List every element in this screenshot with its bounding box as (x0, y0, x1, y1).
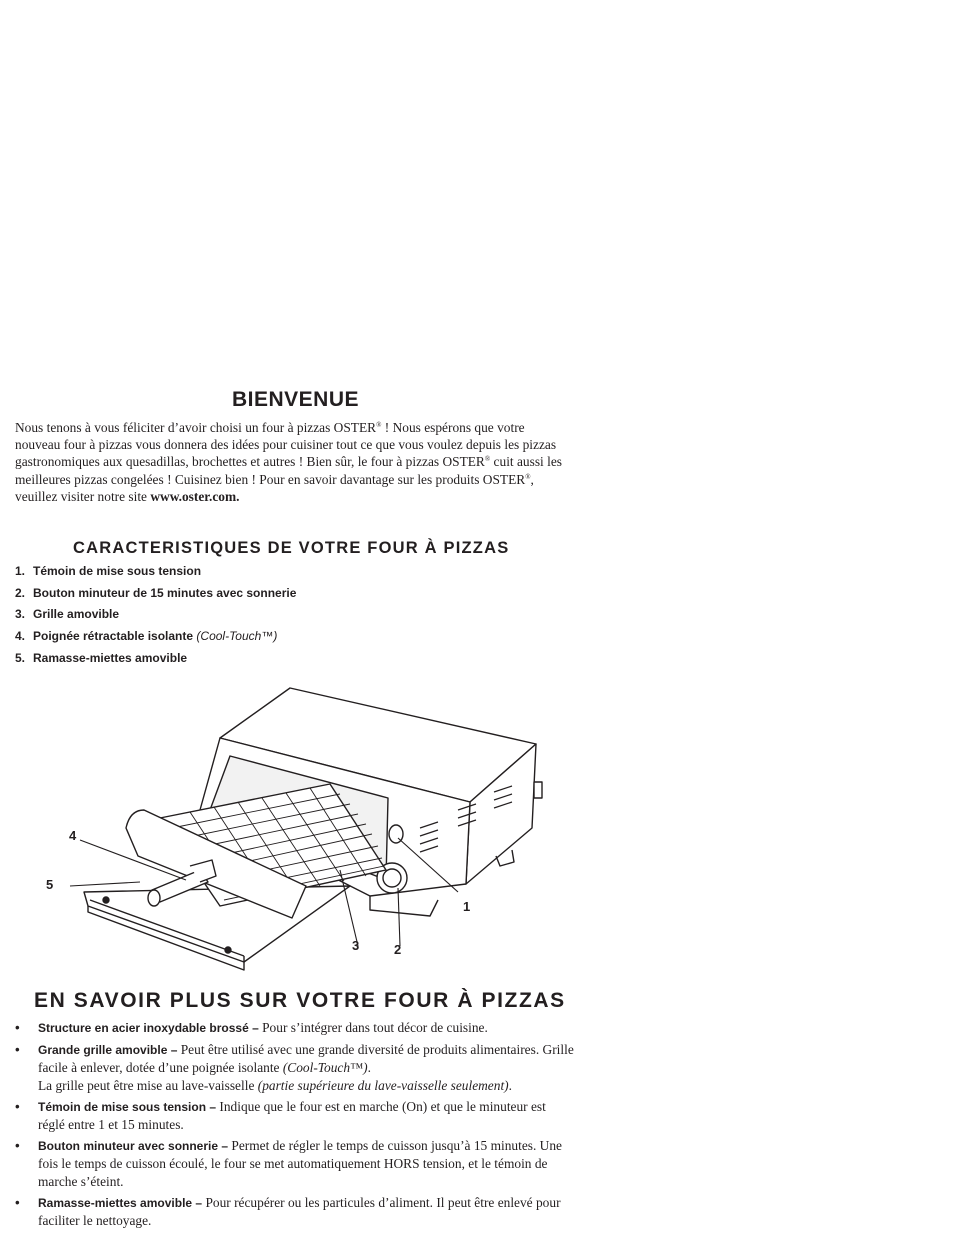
item-term: Structure en acier inoxydable brossé – (38, 1021, 259, 1035)
item-subline (38, 1077, 575, 1094)
more-info-item (15, 1041, 575, 1094)
feature-label: Bouton minuteur de 15 minutes avec sonnerie (33, 585, 297, 600)
feature-label: Ramasse-miettes amovible (33, 650, 188, 665)
item-term: Ramasse-miettes amovible – (38, 1195, 203, 1210)
more-info-title: EN SAVOIR PLUS SUR VOTRE FOUR À PIZZAS (34, 989, 566, 1012)
feature-label: Poignée rétractable isolante (33, 629, 194, 644)
pizza-oven-diagram (40, 660, 560, 980)
features-title: CARACTERISTIQUES DE VOTRE FOUR À PIZZAS (73, 539, 510, 557)
item-text: Indique que le four est en marche (On) et que le minuteur est réglé entre 1 et 15 minutes. (38, 1098, 546, 1133)
callout-3: 3 (352, 938, 360, 953)
side-knob (534, 782, 542, 798)
feature-number: 1. (15, 564, 26, 578)
item-text: Pour récupérer ou les particules d’aliment. Il peut être enlevé pour faciliter le nettoyage. (38, 1194, 561, 1229)
feature-item (15, 585, 296, 607)
item-text: Permet de régler le temps de cuisson jusqu’à 15 minutes. Une fois le temps de cuisson écoulé, le four se met automatiquement HORS tension, et le témoin de marche s’éteint. (38, 1138, 562, 1189)
feature-number: 4. (15, 629, 26, 644)
intro-paragraph (15, 419, 565, 505)
website-link[interactable]: www.oster.com. (150, 488, 240, 504)
more-info-item (15, 1019, 575, 1037)
intro-text-4: , veuillez visiter notre site (15, 471, 534, 504)
item-text: Pour s’intégrer dans tout décor de cuisine. (258, 1020, 488, 1035)
feature-item (15, 628, 296, 650)
callout-5: 5 (46, 877, 54, 892)
feature-label: Témoin de mise sous tension (33, 564, 202, 578)
feature-item (15, 563, 296, 585)
callout-4: 4 (69, 828, 77, 843)
intro-text-3: cuit aussi les meilleures pizzas congelées ! Cuisinez bien ! Pour en savoir davantage sur les produits OSTER (15, 454, 562, 487)
item-term: Témoin de mise sous tension – (38, 1099, 217, 1114)
more-info-item (15, 1137, 575, 1190)
feature-label: Grille amovible (33, 607, 120, 622)
features-list (15, 563, 296, 671)
callout-2: 2 (394, 942, 402, 957)
item-term: Bouton minuteur avec sonnerie – (38, 1139, 229, 1154)
bullet: • (15, 1138, 20, 1154)
more-info-list (15, 1019, 575, 1233)
registered-mark: ® (376, 421, 382, 429)
intro-text-1: Nous tenons à vous féliciter d’avoir choisi un four à pizzas OSTER (15, 420, 377, 435)
feature-number: 3. (15, 607, 26, 622)
callout-1: 1 (463, 899, 471, 914)
more-info-item (15, 1098, 575, 1133)
bullet: • (15, 1020, 20, 1035)
feature-item (15, 606, 296, 628)
registered-mark: ® (484, 455, 491, 464)
tray-screw (225, 947, 231, 953)
item-term: Grande grille amovible – (38, 1043, 178, 1058)
item-sub-text: La grille peut être mise au lave-vaisselle (38, 1077, 258, 1093)
feature-number: 2. (15, 585, 26, 600)
item-text: Peut être utilisé avec une grande diversité de produits alimentaires. Grille facile à enlever, dotée d’une poignée isolante (38, 1042, 574, 1076)
registered-mark: ® (525, 472, 531, 481)
handle-grip (148, 890, 160, 906)
feature-note: (Cool-Touch™) (196, 629, 278, 644)
bullet: • (15, 1098, 20, 1114)
item-text-italic: (Cool-Touch™) (282, 1060, 368, 1076)
oven-foot (370, 896, 438, 916)
tray-screw (103, 897, 109, 903)
timer-knob-center (383, 869, 401, 887)
item-text-end: . (367, 1060, 371, 1076)
item-sub-italic: (partie supérieure du lave-vaisselle seulement) (257, 1077, 509, 1093)
more-info-item (15, 1194, 575, 1229)
intro-text-2: ! Nous espérons que votre nouveau four à pizzas vous donnera des idées pour cuisiner tout ce que vous voulez depuis les pizzas gastronomiques aux quesadillas, brochettes et autres ! Bien sûr, le four à pizzas OSTER (15, 420, 557, 470)
item-sub-end: . (508, 1077, 512, 1093)
bullet: • (15, 1194, 20, 1210)
feature-number: 5. (15, 650, 26, 665)
welcome-title: BIENVENUE (232, 388, 360, 411)
bullet: • (15, 1042, 20, 1058)
